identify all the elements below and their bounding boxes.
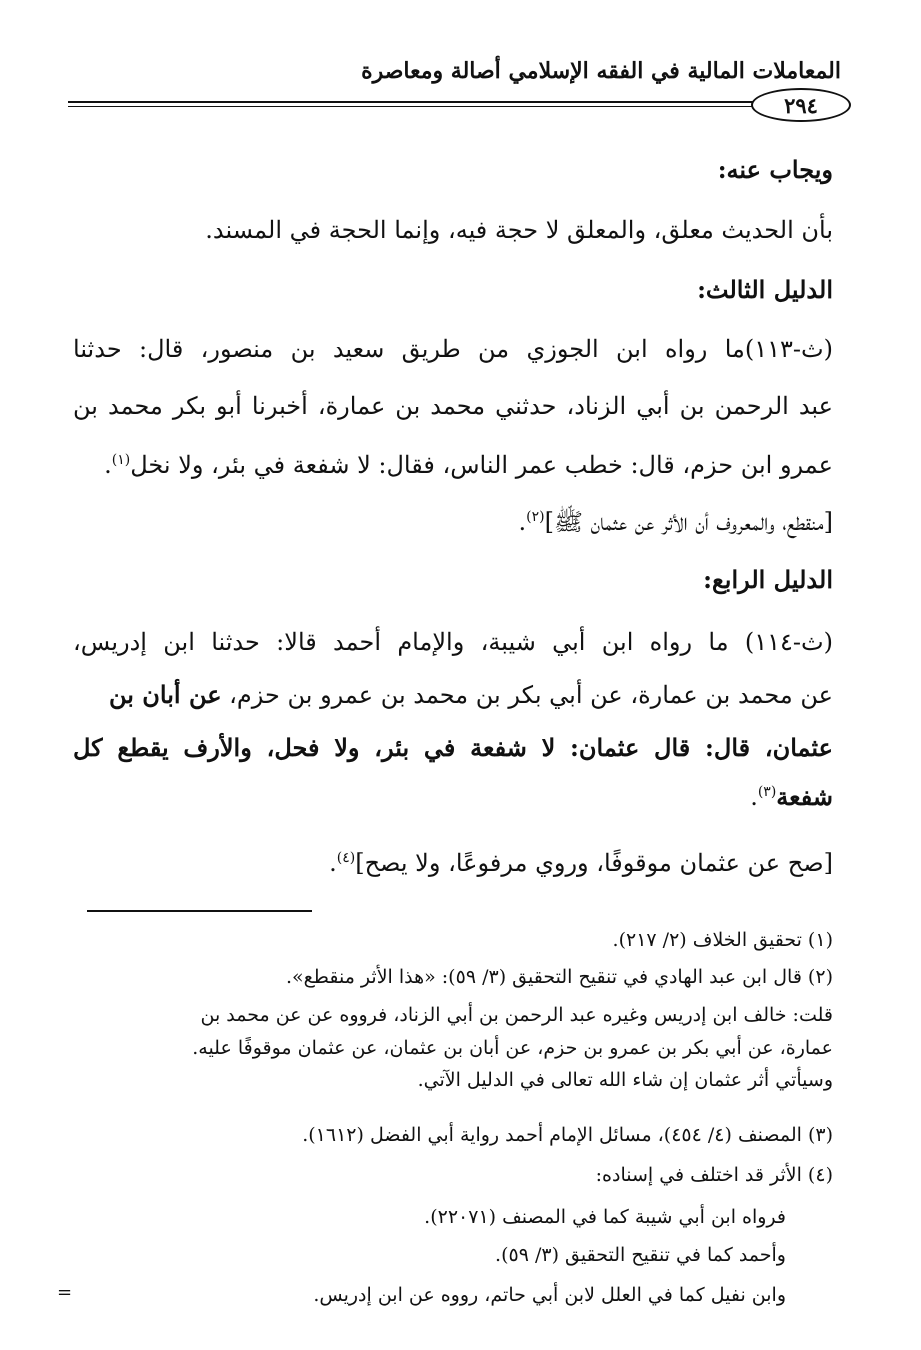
text-line: [73, 497, 833, 542]
footnote-4: (٤) الأثر قد اختلف في إسناده:: [595, 1164, 833, 1186]
continuation-mark: =: [57, 1282, 73, 1303]
running-header-title: المعاملات المالية في الفقه الإسلامي أصالة ومعاصرة: [361, 58, 841, 84]
text-span: .: [329, 849, 337, 877]
footnote-ref: (٤): [336, 850, 356, 866]
text-span: [منقطع، والمعروف أن الأثر عن عثمان ﷺ]: [544, 508, 833, 536]
footnote-3: (٣) المصنف (٤/ ٤٥٤)، مسائل الإمام أحمد رواية أبي الفضل (١٦١٢).: [302, 1124, 833, 1146]
text-span: .: [104, 451, 112, 479]
footnote-ref: (٢): [526, 509, 545, 525]
text-span: عمرو ابن حزم، قال: خطب عمر الناس، فقال: لا شفعة في بئر، ولا نخل: [130, 451, 833, 479]
text-line-bold: عثمان، قال: قال عثمان: لا شفعة في بئر، ولا فحل، والأرف يقطع كل: [73, 733, 833, 762]
text-span-bold: شفعة: [776, 782, 833, 811]
header-rule-thin: [68, 106, 823, 107]
text-span: .: [518, 508, 527, 536]
footnote-1: (١) تحقيق الخلاف (٢/ ٢١٧).: [612, 929, 833, 951]
footnote-continuation: فرواه ابن أبي شيبة كما في المصنف (٢٢٠٧١).: [424, 1206, 786, 1228]
text-line: (ث-١١٣)ما رواه ابن الجوزي من طريق سعيد بن منصور، قال: حدثنا: [73, 335, 833, 363]
text-line: [73, 675, 833, 715]
text-span: عن محمد بن عمارة، عن أبي بكر بن محمد بن عمرو بن حزم،: [221, 681, 833, 709]
footnote-continuation: عمارة، عن أبي بكر بن عمرو بن حزم، عن أبان بن عثمان، عن عثمان موقوفًا عليه.: [192, 1037, 833, 1059]
text-line: (ث-١١٤) ما رواه ابن أبي شيبة، والإمام أحمد قالا: حدثنا ابن إدريس،: [73, 628, 833, 656]
footnote-continuation: وأحمد كما في تنقيح التحقيق (٣/ ٥٩).: [495, 1244, 786, 1266]
footnote-separator: [87, 910, 312, 912]
text-line: بأن الحديث معلق، والمعلق لا حجة فيه، وإنما الحجة في المسند.: [205, 216, 833, 244]
footnote-ref: (٣): [757, 784, 777, 800]
footnote-continuation: وسيأتي أثر عثمان إن شاء الله تعالى في الدليل الآتي.: [417, 1069, 833, 1091]
footnote-ref: (١): [111, 452, 131, 468]
page-number: ٢٩٤: [751, 88, 851, 122]
section-heading: الدليل الرابع:: [703, 565, 833, 594]
section-heading: الدليل الثالث:: [697, 275, 833, 304]
text-span: [صح عن عثمان موقوفًا، وروي مرفوعًا، ولا يصح]: [355, 849, 833, 877]
text-line: ويجاب عنه:: [717, 155, 833, 184]
text-line: [73, 440, 833, 485]
text-span-bold: عن أبان بن: [109, 680, 222, 709]
header-rule: [68, 101, 823, 103]
text-line: عبد الرحمن بن أبي الزناد، حدثني محمد بن عمارة، أخبرنا أبو بكر محمد بن: [73, 392, 833, 420]
footnote-continuation: قلت: خالف ابن إدريس وغيره عبد الرحمن بن أبي الزناد، فرووه عن عن محمد بن: [200, 1004, 833, 1026]
text-span: .: [750, 783, 758, 811]
text-line: [73, 838, 833, 883]
footnote-continuation: وابن نفيل كما في العلل لابن أبي حاتم، رووه عن ابن إدريس.: [313, 1284, 786, 1306]
text-line: [73, 772, 833, 817]
footnote-2: (٢) قال ابن عبد الهادي في تنقيح التحقيق (٣/ ٥٩): «هذا الأثر منقطع».: [286, 966, 833, 988]
